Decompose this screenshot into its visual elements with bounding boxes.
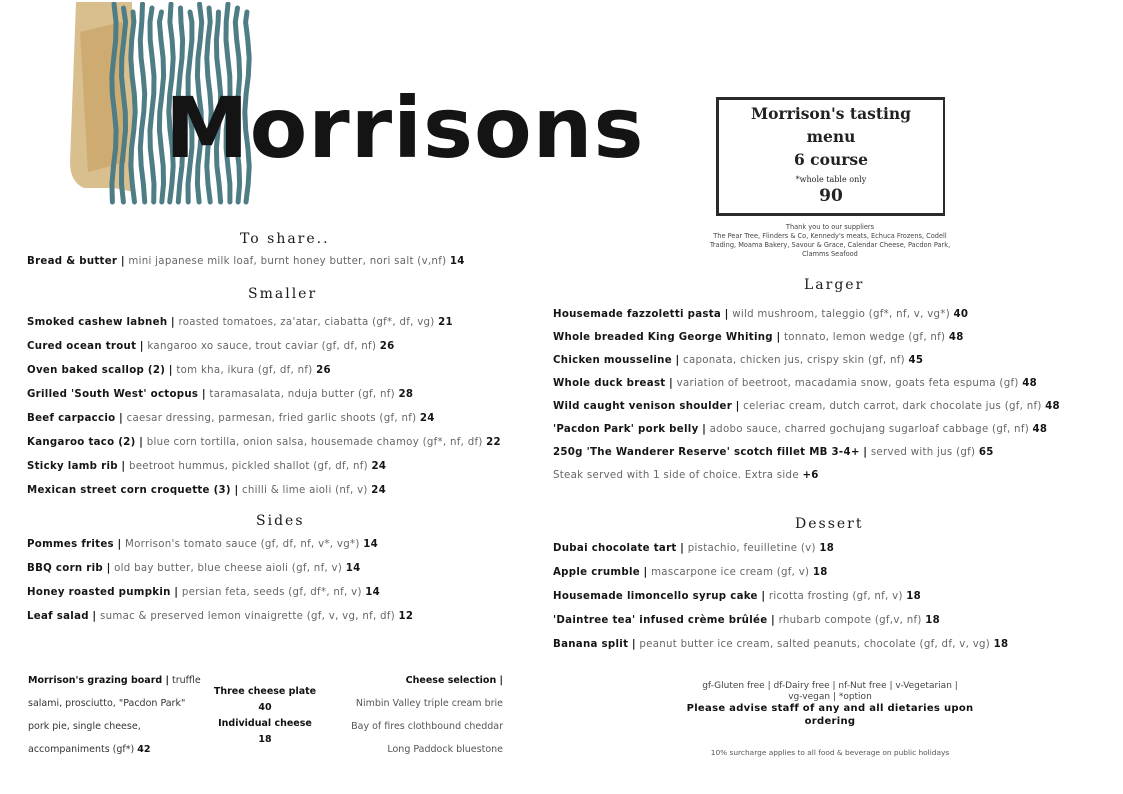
item-name: Honey roasted pumpkin (27, 587, 171, 598)
dessert-menu-item (553, 591, 921, 602)
item-name: Leaf salad (27, 611, 89, 622)
item-price: 18 (925, 615, 940, 626)
dietary-advice: ordering (804, 716, 856, 727)
cheese-selection-heading: Cheese selection | (405, 675, 503, 686)
item-name: Housemade fazzoletti pasta (553, 309, 722, 320)
item-name: Cured ocean trout (27, 341, 137, 352)
item-description: peanut butter ice cream, salted peanuts, chocolate (gf, df, v, vg) (639, 639, 991, 650)
item-price: 18 (993, 639, 1009, 650)
item-description: tonnato, lemon wedge (gf, nf) (784, 332, 946, 343)
dietary-advice: Please advise staff of any and all dietaries upon (686, 703, 974, 714)
dessert-menu-item (553, 543, 834, 554)
larger-menu-item (553, 355, 923, 366)
item-price: 28 (398, 389, 414, 400)
item-name: Bread & butter (27, 256, 118, 267)
tasting-title: Morrison's tasting (750, 104, 911, 123)
item-description: blue corn tortilla, onion salsa, housemade chamoy (gf*, nf, df) (146, 437, 483, 448)
suppliers-line: Trading, Moama Bakery, Savour & Grace, Calendar Cheese, Pacdon Park, (709, 241, 951, 249)
item-name: 'Daintree tea' infused crème brûlée (553, 615, 768, 626)
item-description: tom kha, ikura (gf, df, nf) (176, 365, 313, 376)
smaller-menu-item (27, 389, 413, 400)
dietary-legend: gf-Gluten free | df-Dairy free | nf-Nut free | v-Vegetarian | (702, 681, 958, 691)
item-name: Kangaroo taco (2) (27, 437, 136, 448)
dessert-menu-item (553, 567, 828, 578)
item-price: 21 (438, 317, 453, 328)
item-separator: | (139, 437, 144, 448)
grazing-price: 42 (137, 744, 151, 755)
item-separator: | (863, 447, 868, 458)
grazing-text: accompaniments (gf*) (28, 744, 135, 755)
logo-stripe (159, 12, 163, 202)
suppliers-line: The Pear Tree, Flinders & Co, Kennedy's meats, Echuca Frozens, Codell (713, 232, 947, 240)
item-description: wild mushroom, taleggio (gf*, nf, v, vg*) (732, 309, 950, 320)
item-description: roasted tomatoes, za'atar, ciabatta (gf*, df, vg) (178, 317, 435, 328)
smaller-menu-item (27, 461, 386, 472)
item-price: 12 (398, 611, 414, 622)
item-name: BBQ corn rib (27, 563, 104, 574)
individual-cheese-price: 18 (258, 734, 272, 745)
item-separator: | (234, 485, 239, 496)
smaller-menu-item (27, 413, 435, 424)
item-price: 22 (486, 437, 501, 448)
item-description: celeriac cream, dutch carrot, dark chocolate jus (gf, nf) (743, 401, 1042, 412)
item-name: Chicken mousseline (553, 355, 672, 366)
item-price: 48 (1045, 401, 1060, 412)
item-description: mini japanese milk loaf, burnt honey butter, nori salt (v,nf) (128, 256, 447, 267)
item-separator: | (106, 563, 111, 574)
item-price: 26 (316, 365, 331, 376)
item-separator: | (680, 543, 685, 554)
item-separator: | (761, 591, 766, 602)
item-description: variation of beetroot, macadamia snow, goats feta espuma (gf) (676, 378, 1019, 389)
item-separator: | (724, 309, 729, 320)
brand-title: Morrisons (165, 79, 645, 177)
larger-menu-item (553, 424, 1047, 435)
tasting-note: *whole table only (795, 175, 867, 184)
item-description: pistachio, feuilletine (v) (687, 543, 816, 554)
item-description: persian feta, seeds (gf, df*, nf, v) (181, 587, 362, 598)
dessert-menu-item (553, 639, 1008, 650)
item-separator: | (118, 413, 124, 424)
heading-sides: Sides (256, 513, 305, 529)
smaller-menu-item (27, 437, 501, 448)
smaller-menu-item (27, 365, 331, 376)
item-description: taramasalata, nduja butter (gf, nf) (209, 389, 395, 400)
grazing-line-2: salami, prosciutto, "Pacdon Park" (28, 698, 186, 709)
item-price: 40 (953, 309, 969, 320)
individual-cheese: Individual cheese (218, 718, 312, 729)
item-name: Sticky lamb rib (27, 461, 118, 472)
item-name: Oven baked scallop (2) (27, 365, 166, 376)
item-price: 24 (371, 461, 387, 472)
item-name: Dubai chocolate tart (553, 543, 677, 554)
item-separator: | (771, 615, 776, 626)
item-name: 250g 'The Wanderer Reserve' scotch fillet MB 3-4+ (553, 447, 860, 458)
sides-menu-item (27, 563, 360, 574)
item-name: Apple crumble (553, 567, 640, 578)
item-price: 48 (1022, 378, 1037, 389)
three-cheese-plate: Three cheese plate (213, 686, 317, 697)
item-description: ricotta frosting (gf, nf, v) (768, 591, 903, 602)
item-name: Banana split (553, 639, 629, 650)
tasting-subtitle: menu (806, 127, 856, 146)
grazing-text: truffle (172, 675, 201, 686)
item-price: 14 (365, 587, 381, 598)
item-price: 26 (379, 341, 395, 352)
item-separator: | (702, 424, 707, 435)
item-description: caponata, chicken jus, crispy skin (gf, nf) (683, 355, 905, 366)
item-separator: | (631, 639, 636, 650)
item-description: served with jus (gf) (870, 447, 976, 458)
item-separator: | (201, 389, 206, 400)
suppliers-line: Clamms Seafood (802, 250, 858, 258)
item-name: Mexican street corn croquette (3) (27, 485, 231, 496)
item-description: Morrison's tomato sauce (gf, df, nf, v*, vg*) (125, 539, 360, 550)
item-name: Pommes frites (27, 539, 114, 550)
larger-menu-item (553, 447, 994, 458)
heading-to-share: To share.. (240, 231, 330, 247)
item-separator: | (168, 365, 173, 376)
item-description: beetroot hummus, pickled shallot (gf, df, nf) (128, 461, 368, 472)
item-price: 24 (419, 413, 435, 424)
dietary-legend: vg-vegan | *option (788, 692, 872, 702)
item-name: Smoked cashew labneh (27, 317, 168, 328)
item-price: 18 (819, 543, 835, 554)
item-name: 'Pacdon Park' pork belly (553, 424, 699, 435)
item-name: Beef carpaccio (27, 413, 116, 424)
item-separator: | (92, 611, 97, 622)
suppliers-line: Thank you to our suppliers (785, 223, 875, 231)
heading-larger: Larger (804, 277, 865, 293)
item-name: Grilled 'South West' octopus (27, 389, 199, 400)
larger-menu-item (553, 332, 964, 343)
item-separator: | (174, 587, 179, 598)
grazing-line-4 (28, 744, 150, 755)
item-separator: | (643, 567, 648, 578)
surcharge-note: 10% surcharge applies to all food & beverage on public holidays (710, 748, 950, 757)
grazing-line-3: pork pie, single cheese, (28, 721, 141, 732)
grazing-line-1 (28, 675, 201, 686)
item-separator: | (121, 461, 126, 472)
cheese-item: Bay of fires clothbound cheddar (351, 721, 503, 732)
extra-side-price: +6 (802, 470, 819, 481)
item-price: 14 (449, 256, 465, 267)
tasting-menu-box (716, 97, 945, 216)
dessert-menu-item (553, 615, 940, 626)
item-description: kangaroo xo sauce, trout caviar (gf, df, nf) (147, 341, 377, 352)
item-price: 45 (908, 355, 924, 366)
item-name: Whole breaded King George Whiting (553, 332, 773, 343)
item-description: adobo sauce, charred gochujang sugarloaf cabbage (gf, nf) (709, 424, 1029, 435)
item-name: Housemade limoncello syrup cake (553, 591, 758, 602)
item-name: Wild caught venison shoulder (553, 401, 733, 412)
item-separator: | (776, 332, 781, 343)
item-description: old bay butter, blue cheese aioli (gf, nf, v) (114, 563, 343, 574)
item-price: 14 (345, 563, 361, 574)
item-description: chilli & lime aioli (nf, v) (242, 485, 368, 496)
suppliers-note (682, 223, 978, 259)
smaller-menu-item (27, 485, 386, 496)
item-description: caesar dressing, parmesan, fried garlic shoots (gf, nf) (126, 413, 417, 424)
smaller-menu-item (27, 341, 395, 352)
share-menu-item (27, 256, 465, 267)
item-separator: | (735, 401, 740, 412)
grazing-board-name: Morrison's grazing board | (28, 675, 169, 686)
larger-menu-item (553, 401, 1060, 412)
cheese-item: Long Paddock bluestone (387, 744, 503, 755)
logo-stripe (150, 8, 154, 202)
heading-smaller: Smaller (248, 286, 318, 302)
cheese-item: Nimbin Valley triple cream brie (355, 698, 503, 709)
sides-menu-item (27, 587, 380, 598)
sides-menu-item (27, 539, 378, 550)
logo-stripe (140, 4, 144, 202)
item-price: 14 (363, 539, 378, 550)
tasting-price: 90 (819, 186, 843, 206)
larger-menu-item (553, 378, 1037, 389)
item-separator: | (120, 256, 125, 267)
steak-side-note (553, 470, 819, 481)
item-price: 48 (1032, 424, 1048, 435)
item-price: 48 (948, 332, 964, 343)
three-cheese-price: 40 (258, 702, 272, 713)
item-separator: | (675, 355, 680, 366)
item-description: mascarpone ice cream (gf, v) (651, 567, 810, 578)
heading-dessert: Dessert (795, 516, 864, 532)
item-separator: | (669, 378, 674, 389)
steak-note-text: Steak served with 1 side of choice. Extra side (553, 470, 799, 481)
item-price: 65 (978, 447, 994, 458)
larger-menu-item (553, 309, 968, 320)
item-separator: | (117, 539, 122, 550)
item-price: 24 (371, 485, 387, 496)
tasting-courses: 6 course (794, 150, 868, 169)
item-separator: | (139, 341, 144, 352)
item-name: Whole duck breast (553, 378, 666, 389)
item-description: sumac & preserved lemon vinaigrette (gf, v, vg, nf, df) (99, 611, 395, 622)
smaller-menu-item (27, 317, 453, 328)
item-price: 18 (812, 567, 828, 578)
item-price: 18 (906, 591, 922, 602)
sides-menu-item (27, 611, 413, 622)
item-description: rhubarb compote (gf,v, nf) (778, 615, 922, 626)
item-separator: | (170, 317, 175, 328)
